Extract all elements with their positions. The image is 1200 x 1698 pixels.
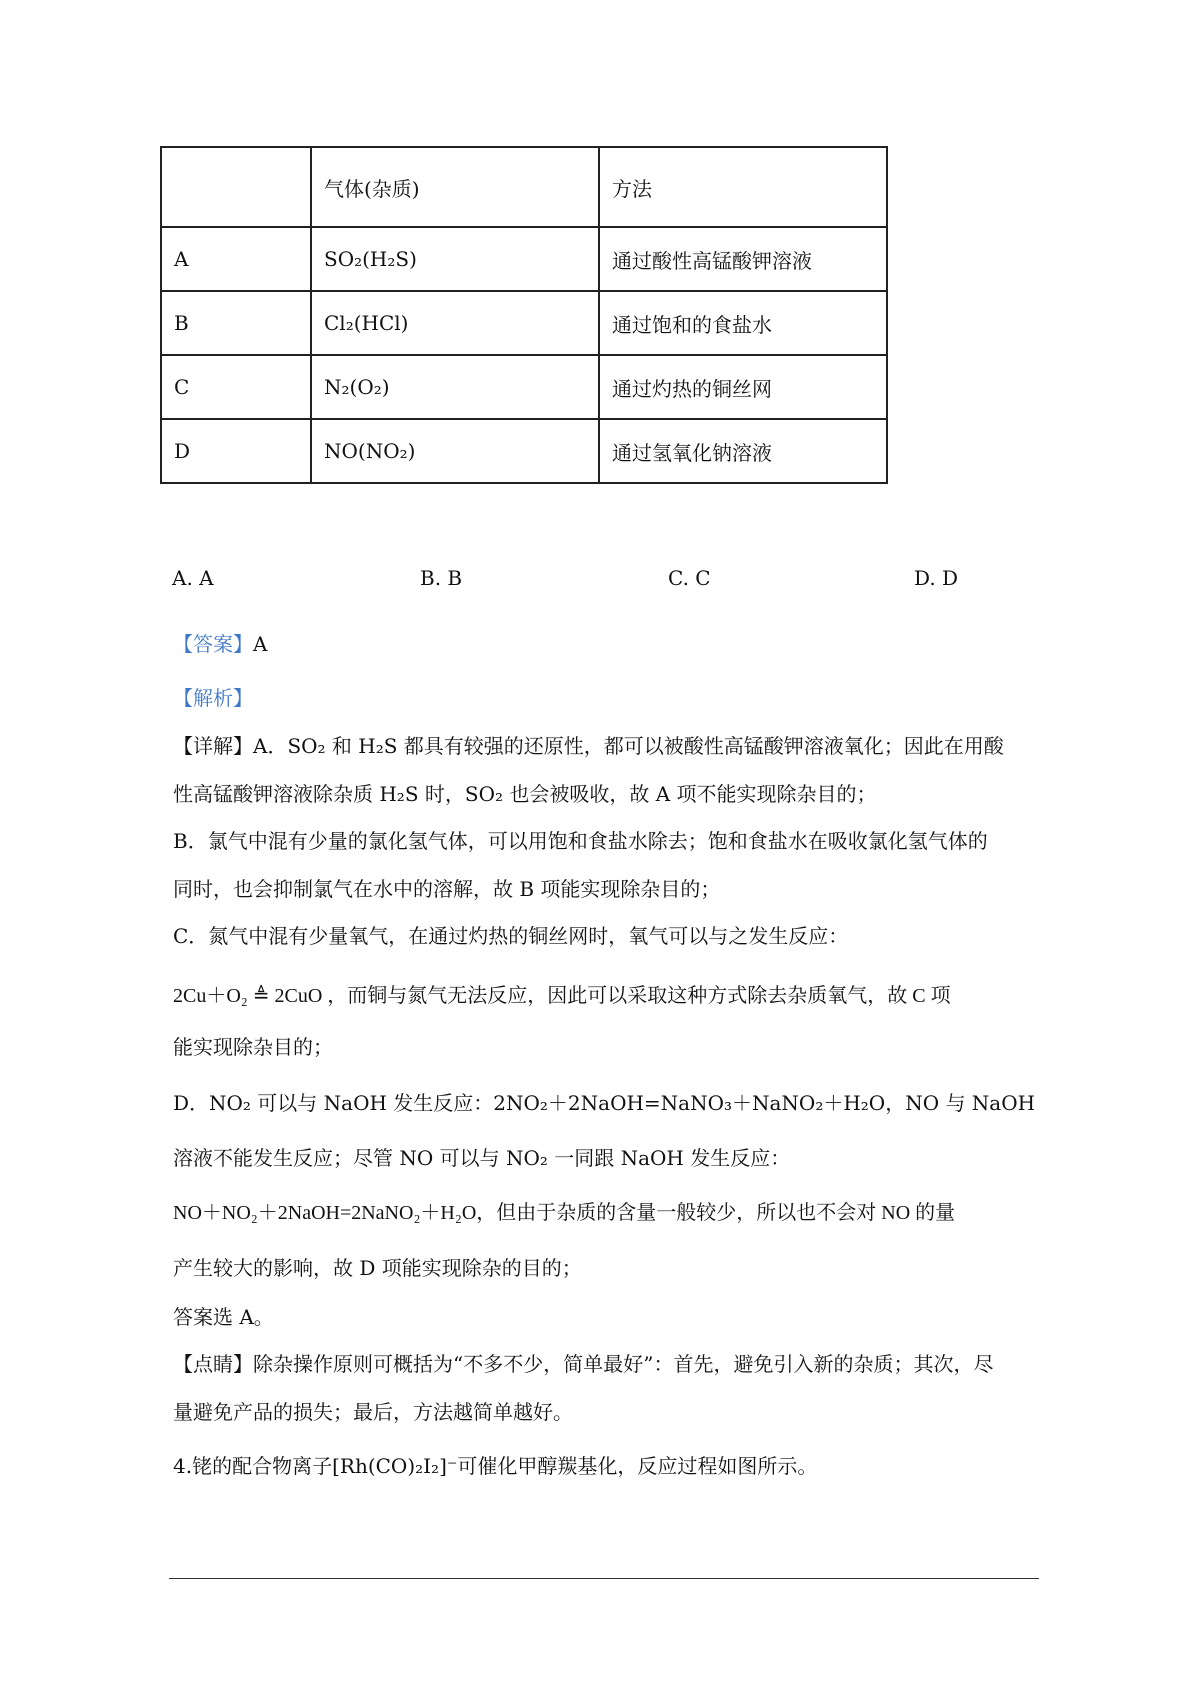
header-cell	[161, 147, 311, 227]
row-gas: Cl₂(HCl)	[311, 291, 599, 355]
row-label: B	[161, 291, 311, 355]
row-gas: NO(NO₂)	[311, 419, 599, 483]
header-cell: 气体(杂质)	[311, 147, 599, 227]
text-line: 性高锰酸钾溶液除杂质 H₂S 时，SO₂ 也会被吸收，故 A 项不能实现除杂目的；	[173, 782, 877, 806]
row-method: 通过饱和的食盐水	[599, 291, 887, 355]
text-line: 同时，也会抑制氯气在水中的溶解，故 B 项能实现除杂目的；	[173, 877, 721, 901]
header-cell: 方法	[599, 147, 887, 227]
option-d: D. D	[914, 566, 959, 590]
text-line: 能实现除杂目的；	[173, 1035, 333, 1059]
gas-impurity-table	[160, 146, 888, 484]
table-row	[161, 355, 887, 419]
text-line: 【点睛】除杂操作原则可概括为“不多不少，简单最好”：首先，避免引入新的杂质；其次，尽	[173, 1352, 994, 1376]
answer-value: A	[253, 632, 268, 656]
text-line: 溶液不能发生反应；尽管 NO 可以与 NO₂ 一同跟 NaOH 发生反应：	[173, 1146, 791, 1170]
text-line: 量避免产品的损失；最后，方法越简单越好。	[173, 1400, 573, 1424]
row-gas: N₂(O₂)	[311, 355, 599, 419]
table-row	[161, 291, 887, 355]
table-row	[161, 419, 887, 483]
footer-divider	[169, 1578, 1039, 1579]
option-b: B. B	[420, 566, 463, 590]
question-4: 4.铑的配合物离子[Rh(CO)₂I₂]⁻可催化甲醇羰基化，反应过程如图所示。	[173, 1454, 818, 1478]
row-method: 通过灼热的铜丝网	[599, 355, 887, 419]
analysis-tag: 【解析】	[173, 686, 253, 710]
row-method: 通过氢氧化钠溶液	[599, 419, 887, 483]
row-label: D	[161, 419, 311, 483]
answer-tag: 【答案】	[173, 632, 253, 656]
text-line: B．氯气中混有少量的氯化氢气体，可以用饱和食盐水除去；饱和食盐水在吸收氯化氢气体的	[173, 829, 988, 853]
table-row	[161, 227, 887, 291]
text-line: C．氮气中混有少量氧气，在通过灼热的铜丝网时，氧气可以与之发生反应：	[173, 924, 849, 948]
option-c: C. C	[668, 566, 711, 590]
text-line: 答案选 A。	[173, 1305, 274, 1329]
option-a: A. A	[172, 566, 214, 590]
row-gas: SO₂(H₂S)	[311, 227, 599, 291]
text-line: 【详解】A．SO₂ 和 H₂S 都具有较强的还原性，都可以被酸性高锰酸钾溶液氧化；因此在用酸	[173, 734, 1004, 758]
answer-line	[173, 630, 267, 658]
equation-line: D．NO₂ 可以与 NaOH 发生反应：2NO₂＋2NaOH=NaNO₃＋NaNO₂＋H₂O，NO 与 NaOH	[173, 1091, 1036, 1115]
equation-line: 2Cu＋O₂ ≜ 2CuO ，而铜与氮气无法反应，因此可以采取这种方式除去杂质氧气，故 C 项	[173, 985, 951, 1007]
row-label: C	[161, 355, 311, 419]
row-label: A	[161, 227, 311, 291]
row-method: 通过酸性高锰酸钾溶液	[599, 227, 887, 291]
text-line: 产生较大的影响，故 D 项能实现除杂的目的；	[173, 1256, 582, 1280]
table-header-row	[161, 147, 887, 227]
equation-line: NO＋NO₂＋2NaOH=2NaNO₂＋H₂O，但由于杂质的含量一般较少，所以也不会对 NO 的量	[173, 1202, 956, 1224]
